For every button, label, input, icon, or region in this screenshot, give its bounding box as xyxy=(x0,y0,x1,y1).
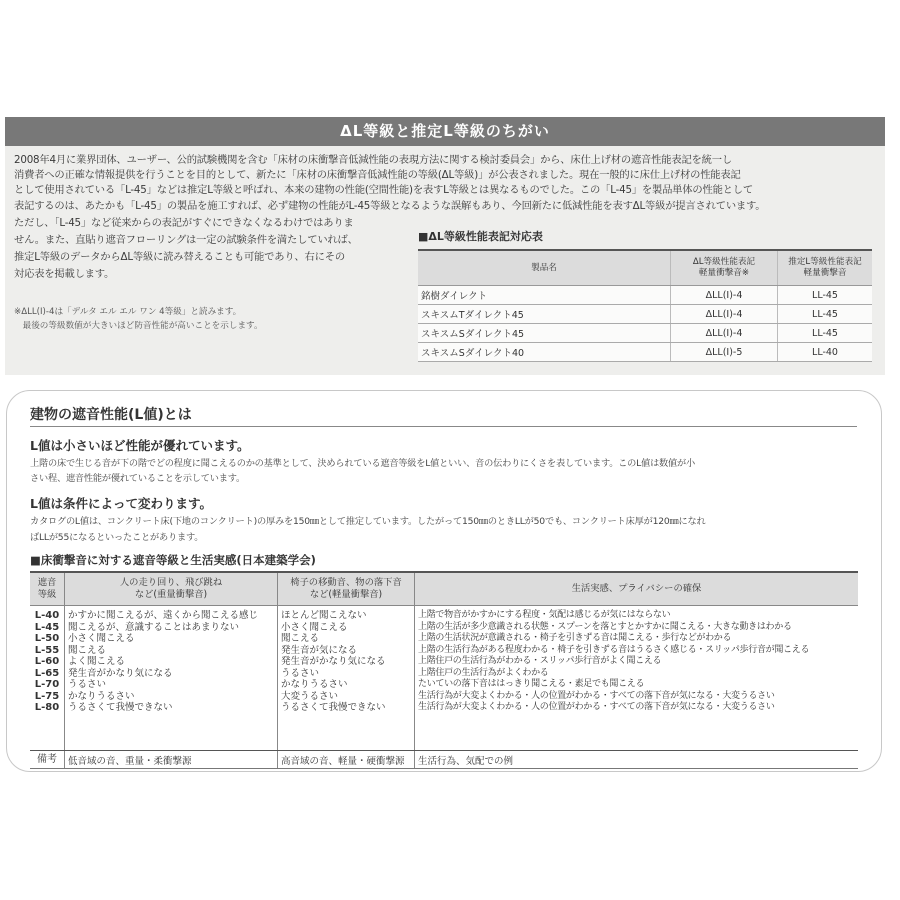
light-impact-text: かなりうるさい xyxy=(281,679,348,690)
delta-l-correspondence-table xyxy=(418,249,872,362)
body-text-line: カタログのL値は、コンクリート床(下地のコンクリート)の厚みを150㎜として推定しています。したがって150㎜のときLLが50でも、コンクリート床厚が120㎜になれ xyxy=(30,516,706,527)
remark-life: 生活行為、気配での例 xyxy=(415,751,859,769)
table-row xyxy=(418,324,872,343)
heavy-impact-column xyxy=(65,606,278,751)
section-title-delta-l: ΔL等級と推定L等級のちがい xyxy=(5,117,885,146)
sound-insulation-table xyxy=(30,571,858,769)
heavy-impact-text: 発生音がかなり気になる xyxy=(68,667,173,679)
divider xyxy=(30,426,857,427)
intro-paragraph-line: 推定L等級のデータからΔL等級に読み替えることも可能であり、右にその xyxy=(14,251,345,263)
table-header: 製品名 xyxy=(418,250,671,286)
life-experience-column xyxy=(415,606,859,751)
table-header: 人の走り回り、飛び跳ね など(重量衝撃音) xyxy=(65,572,278,606)
grade-label: L-60 xyxy=(34,656,60,667)
life-experience-text: 上階の生活状況が意識される・椅子を引きずる音は聞こえる・歩行などがわかる xyxy=(418,633,732,643)
estimated-l-rating: LL-45 xyxy=(778,286,873,305)
remark-heavy: 低音域の音、重量・柔衝撃源 xyxy=(65,751,278,769)
footnote-line: ※ΔLL(Ⅰ)-4は「デルタ エル エル ワン 4等級」と読みます。 xyxy=(14,307,242,317)
heavy-impact-text: うるさい xyxy=(68,679,107,690)
estimated-l-rating: LL-45 xyxy=(778,324,873,343)
table-row xyxy=(418,286,872,305)
grade-label: L-40 xyxy=(34,610,60,621)
life-experience-text: たいていの落下音ははっきり聞こえる・素足でも聞こえる xyxy=(418,679,645,689)
heavy-impact-text: うるさくて我慢できない xyxy=(68,702,173,713)
table-row xyxy=(30,606,858,751)
intro-paragraph-line: として使用されている「L-45」などは推定L等級と呼ばれ、本来の建物の性能(空間性能)を表すL等級とは異なるものでした。この「L-45」を製品単体の性能として xyxy=(14,184,753,196)
life-experience-text: 上階住戸の生活行為がわかる・スリッパ歩行音がよく聞こえる xyxy=(418,656,662,666)
intro-paragraph-line: 消費者への正確な情報提供を行うことを目的として、新たに「床材の床衝撃音低減性能の等級(ΔL等級)」が公表されました。現在一般的に床仕上げ材の性能表記 xyxy=(14,169,741,181)
subheading-smaller-is-better: L値は小さいほど性能が優れています。 xyxy=(30,438,250,453)
remark-light: 高音域の音、軽量・硬衝撃源 xyxy=(278,751,415,769)
body-text-line: 上階の床で生じる音が下の階でどの程度に聞こえるのかの基準として、決められている遮音等級をL値といい、音の伝わりにくさを表しています。このL値は数値が小 xyxy=(30,458,696,469)
light-impact-text: 発生音が気になる xyxy=(281,644,358,656)
intro-paragraph-line: せん。また、直貼り遮音フローリングは一定の試験条件を満たしていれば、 xyxy=(14,234,358,246)
light-impact-column xyxy=(278,606,415,751)
footnote-line: 最後の等級数値が大きいほど防音性能が高いことを示します。 xyxy=(14,321,263,331)
life-experience-text: 上階で物音がかすかにする程度・気配は感じるが気にはならない xyxy=(418,610,671,620)
table-header: ΔL等級性能表記 軽量衝撃音※ xyxy=(671,250,778,286)
delta-l-rating: ΔLL(Ⅰ)-4 xyxy=(671,286,778,305)
remark-label: 備考 xyxy=(30,751,65,769)
heavy-impact-text: かすかに聞こえるが、遠くから聞こえる感じ xyxy=(68,610,259,621)
table-header: 遮音 等級 xyxy=(30,572,65,606)
table-header: 生活実感、プライバシーの確保 xyxy=(415,572,859,606)
delta-l-rating: ΔLL(Ⅰ)-4 xyxy=(671,305,778,324)
grade-label: L-45 xyxy=(34,621,60,633)
life-experience-text: 生活行為が大変よくわかる・人の位置がわかる・すべての落下音が気になる・大変うるさい xyxy=(418,690,775,701)
body-text-line: ばLLが55になるといったことがあります。 xyxy=(30,532,204,543)
light-impact-text: うるさい xyxy=(281,667,320,679)
estimated-l-rating: LL-40 xyxy=(778,343,873,362)
intro-paragraph-line: 対応表を掲載します。 xyxy=(14,268,115,280)
product-name: スキスムSダイレクト45 xyxy=(418,324,671,343)
delta-l-table-title: ■ΔL等級性能表記対応表 xyxy=(418,230,543,243)
light-impact-text: うるさくて我慢できない xyxy=(281,702,386,713)
light-impact-text: 発生音がかなり気になる xyxy=(281,656,386,667)
estimated-l-rating: LL-45 xyxy=(778,305,873,324)
subheading-varies-by-condition: L値は条件によって変わります。 xyxy=(30,496,212,511)
light-impact-text: 小さく聞こえる xyxy=(281,621,348,633)
body-text-line: さい程、遮音性能が優れていることを示しています。 xyxy=(30,473,245,484)
grade-label: L-80 xyxy=(34,702,60,713)
grade-column xyxy=(30,606,65,751)
life-experience-text: 生活行為が大変よくわかる・人の位置がわかる・すべての落下音が気になる・大変うるさい xyxy=(418,702,775,712)
heavy-impact-text: かなりうるさい xyxy=(68,690,135,702)
table-row xyxy=(418,305,872,324)
product-name: スキスムTダイレクト45 xyxy=(418,305,671,324)
intro-paragraph-line: ただし、「L-45」など従来からの表記がすぐにできなくなるわけではありま xyxy=(14,217,354,229)
heavy-impact-text: 聞こえる xyxy=(68,644,107,656)
light-impact-text: 聞こえる xyxy=(281,633,320,644)
table-row-remarks xyxy=(30,751,858,769)
grade-label: L-55 xyxy=(34,644,60,656)
product-name: スキスムSダイレクト40 xyxy=(418,343,671,362)
table-row xyxy=(418,343,872,362)
life-experience-text: 上階の生活が多少意識される状態・スプーンを落とすとかすかに聞こえる・大きな動きはわかる xyxy=(418,621,792,632)
section-title-l-value: 建物の遮音性能(L値)とは xyxy=(30,407,192,423)
grade-label: L-65 xyxy=(34,667,60,679)
grade-label: L-50 xyxy=(34,633,60,644)
table-header: 推定L等級性能表記 軽量衝撃音 xyxy=(778,250,873,286)
delta-l-rating: ΔLL(Ⅰ)-4 xyxy=(671,324,778,343)
grade-label: L-75 xyxy=(34,690,60,702)
life-experience-text: 上階の生活行為がある程度わかる・椅子を引きずる音はうるさく感じる・スリッパ歩行音が聞こえる xyxy=(418,644,810,655)
sound-insulation-table-title: ■床衝撃音に対する遮音等級と生活実感(日本建築学会) xyxy=(30,553,316,567)
intro-paragraph-line: 2008年4月に業界団体、ユーザー、公的試験機関を含む「床材の床衝撃音低減性能の表現方法に関する検討委員会」から、床仕上げ材の遮音性能表記を統一し xyxy=(14,154,732,166)
heavy-impact-text: 聞こえるが、意識することはあまりない xyxy=(68,621,240,633)
product-name: 銘樹ダイレクト xyxy=(418,286,671,305)
delta-l-rating: ΔLL(Ⅰ)-5 xyxy=(671,343,778,362)
heavy-impact-text: よく聞こえる xyxy=(68,656,126,667)
light-impact-text: 大変うるさい xyxy=(281,690,339,702)
grade-label: L-70 xyxy=(34,679,60,690)
life-experience-text: 上階住戸の生活行為がよくわかる xyxy=(418,667,549,678)
table-header: 椅子の移動音、物の落下音 など(軽量衝撃音) xyxy=(278,572,415,606)
heavy-impact-text: 小さく聞こえる xyxy=(68,633,135,644)
intro-paragraph-line: 表記するのは、あたかも「L-45」の製品を施工すれば、必ず建物の性能がL-45等級となるような誤解もあり、今回新たに低減性能を表すΔL等級が提言されています。 xyxy=(14,200,766,212)
light-impact-text: ほとんど聞こえない xyxy=(281,610,367,621)
